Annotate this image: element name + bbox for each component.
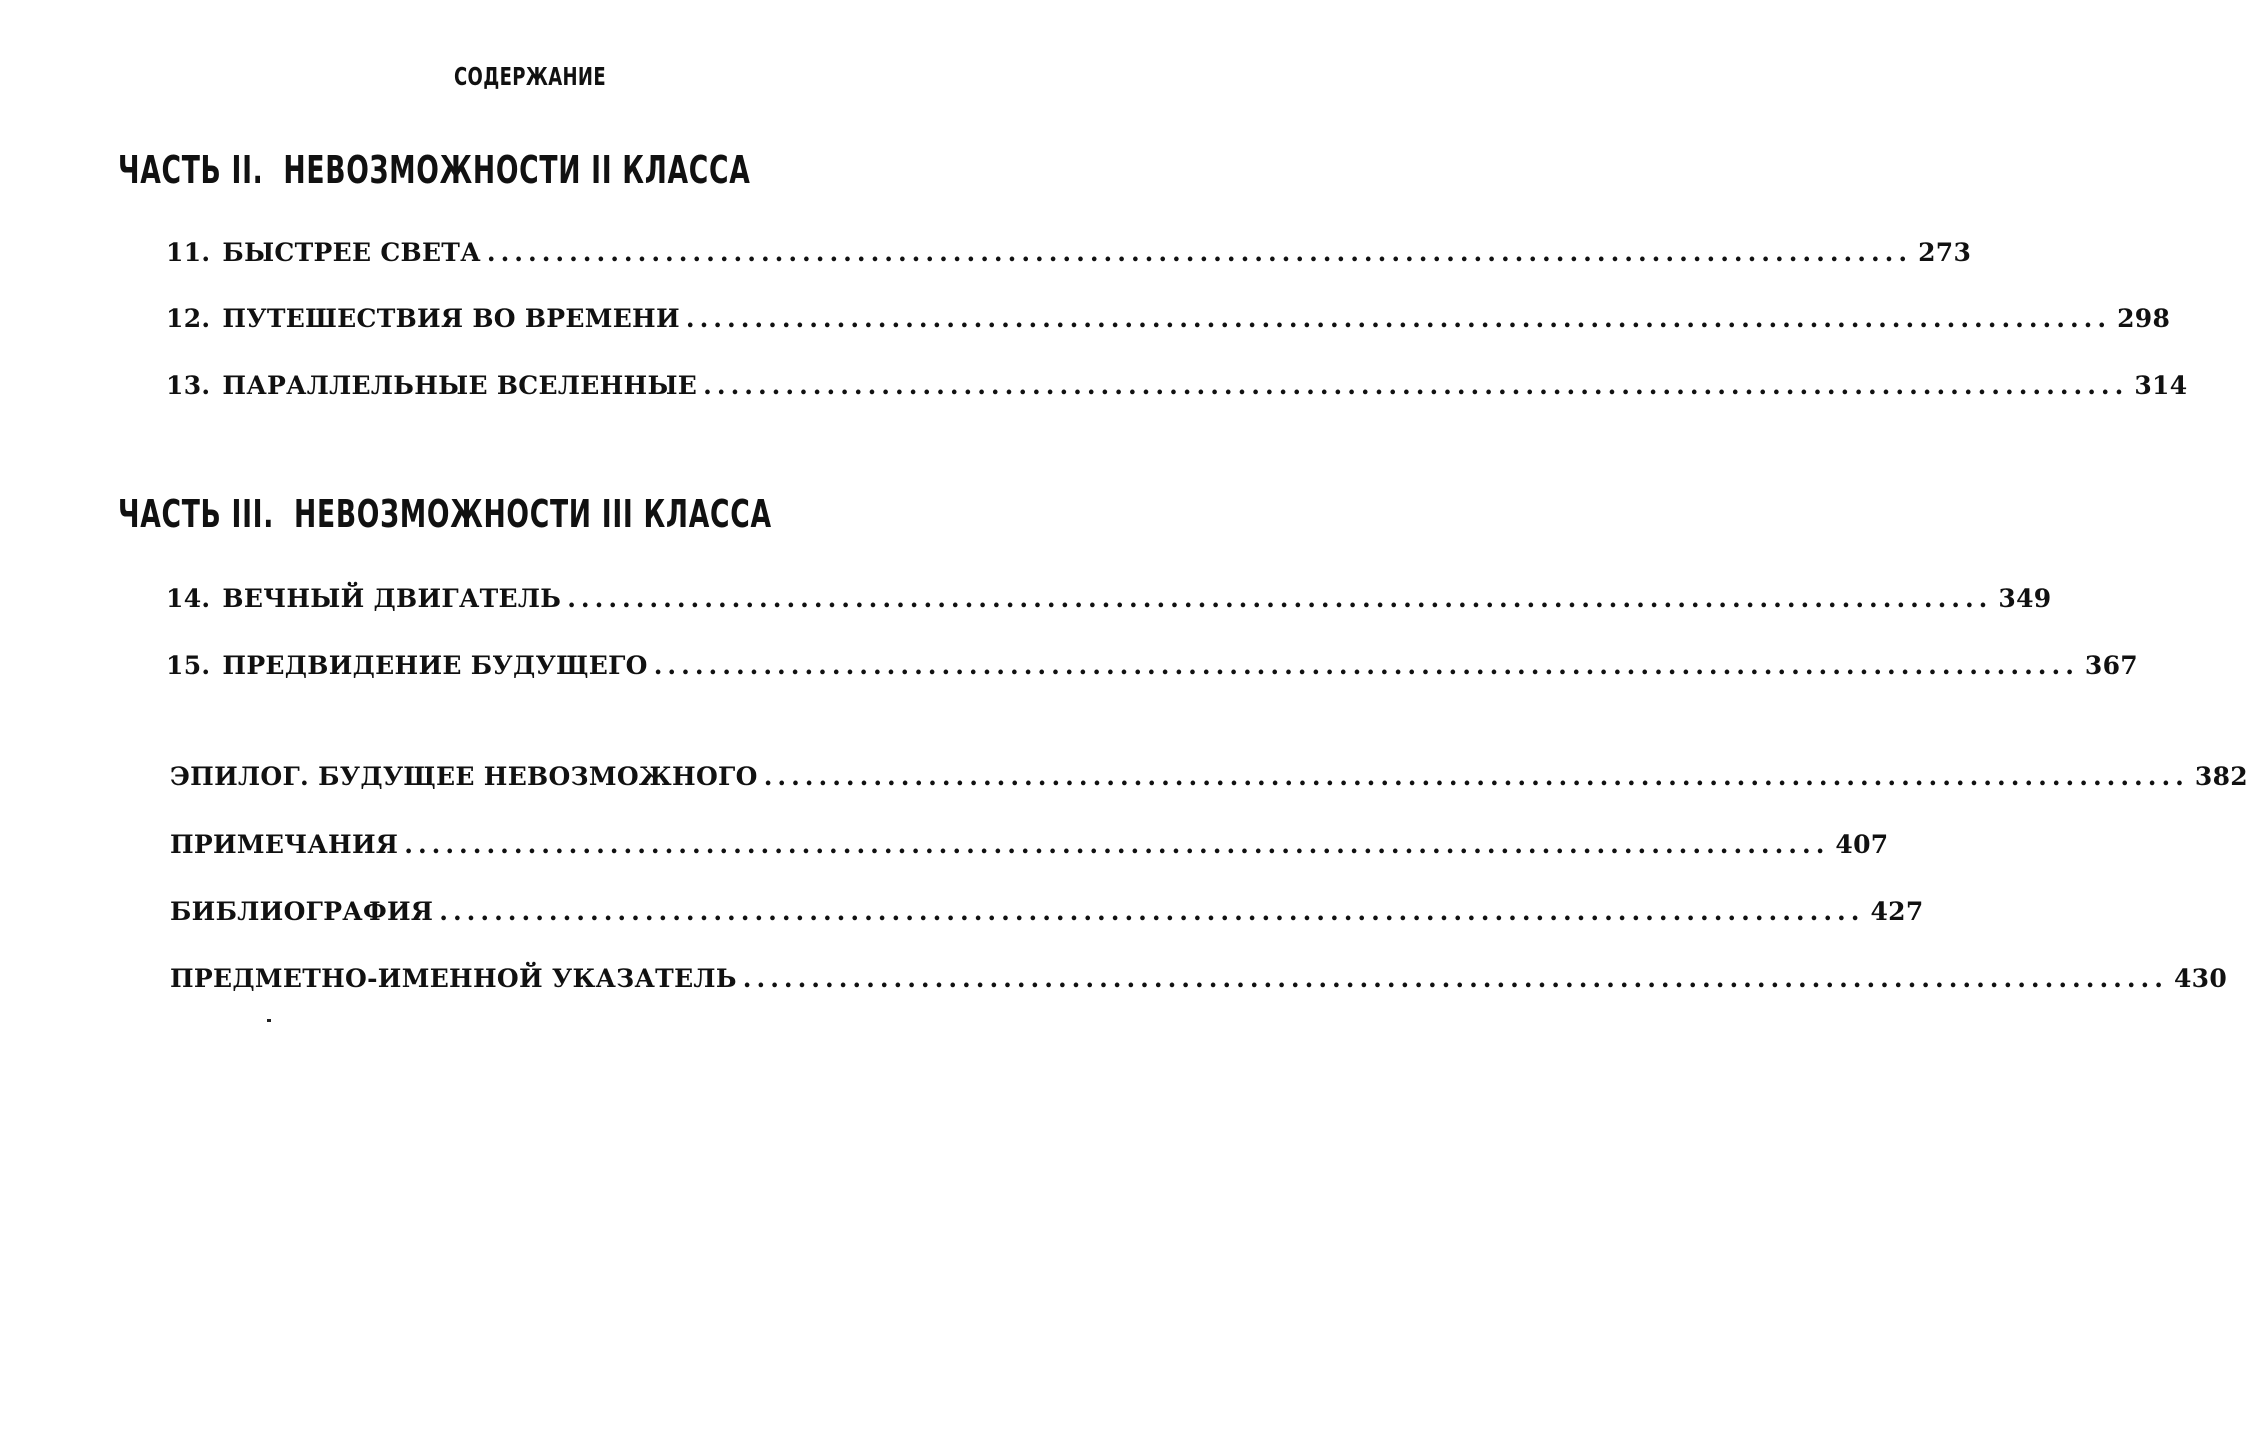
dot-leader: ........................................................................................................ (742, 964, 2168, 993)
chapter-title: ПРЕДВИДЕНИЕ БУДУЩЕГО (222, 651, 648, 680)
chapter-title: ПУТЕШЕСТВИЯ ВО ВРЕМЕНИ (222, 304, 680, 333)
chapter-number: 15. (166, 651, 211, 680)
dot-leader: ........................................................................................................ (567, 584, 1993, 613)
chapter-number: 11. (166, 238, 211, 267)
page-number: 349 (1998, 584, 2052, 613)
chapter-title: ПАРАЛЛЕЛЬНЫЕ ВСЕЛЕННЫЕ (222, 371, 698, 400)
toc-entry-index[interactable] (170, 964, 2228, 993)
dot-leader: ........................................................................................................ (486, 238, 1913, 267)
page-number: 430 (2173, 964, 2228, 993)
page-number: 298 (2117, 304, 2171, 333)
part-title-2: ЧАСТЬ II. НЕВОЗМОЖНОСТИ II КЛАССА (118, 148, 751, 192)
chapter-number: 12. (166, 304, 211, 333)
page-number: 367 (2084, 651, 2138, 680)
dot-leader: ........................................................................................................ (703, 371, 2129, 400)
toc-entry-bibliography[interactable] (170, 897, 1924, 926)
toc-entry-chapter-15[interactable] (166, 651, 2138, 680)
dot-leader: ........................................................................................................ (653, 651, 2079, 680)
toc-entry-chapter-13[interactable] (166, 371, 2188, 400)
dot-leader: ........................................................................................................ (404, 830, 1830, 859)
toc-entry-chapter-14[interactable] (166, 584, 2052, 613)
entry-title: БИБЛИОГРАФИЯ (170, 897, 434, 926)
dot-leader: ........................................................................................................ (439, 897, 1865, 926)
part-title-3: ЧАСТЬ III. НЕВОЗМОЖНОСТИ III КЛАССА (118, 492, 772, 536)
page-number: 407 (1835, 830, 1889, 859)
toc-entry-epilogue[interactable] (170, 762, 2248, 791)
page-number: 427 (1870, 897, 1924, 926)
chapter-title: ВЕЧНЫЙ ДВИГАТЕЛЬ (222, 584, 562, 613)
page-number: 314 (2134, 371, 2188, 400)
entry-title: ПРЕДМЕТНО-ИМЕННОЙ УКАЗАТЕЛЬ (170, 964, 737, 993)
chapter-title: БЫСТРЕЕ СВЕТА (222, 238, 481, 267)
chapter-number: 14. (166, 584, 211, 613)
print-speck (267, 1019, 271, 1022)
page-heading: СОДЕРЖАНИЕ (453, 62, 607, 91)
toc-entry-notes[interactable] (170, 830, 1889, 859)
dot-leader: ........................................................................................................ (685, 304, 2112, 333)
page-number: 382 (2194, 762, 2248, 791)
entry-title: ЭПИЛОГ. БУДУЩЕЕ НЕВОЗМОЖНОГО (170, 762, 758, 791)
chapter-number: 13. (166, 371, 211, 400)
dot-leader: ........................................................................................................ (763, 762, 2189, 791)
toc-entry-chapter-12[interactable] (166, 304, 2171, 333)
page-number: 273 (1918, 238, 1972, 267)
entry-title: ПРИМЕЧАНИЯ (170, 830, 399, 859)
toc-entry-chapter-11[interactable] (166, 238, 1972, 267)
